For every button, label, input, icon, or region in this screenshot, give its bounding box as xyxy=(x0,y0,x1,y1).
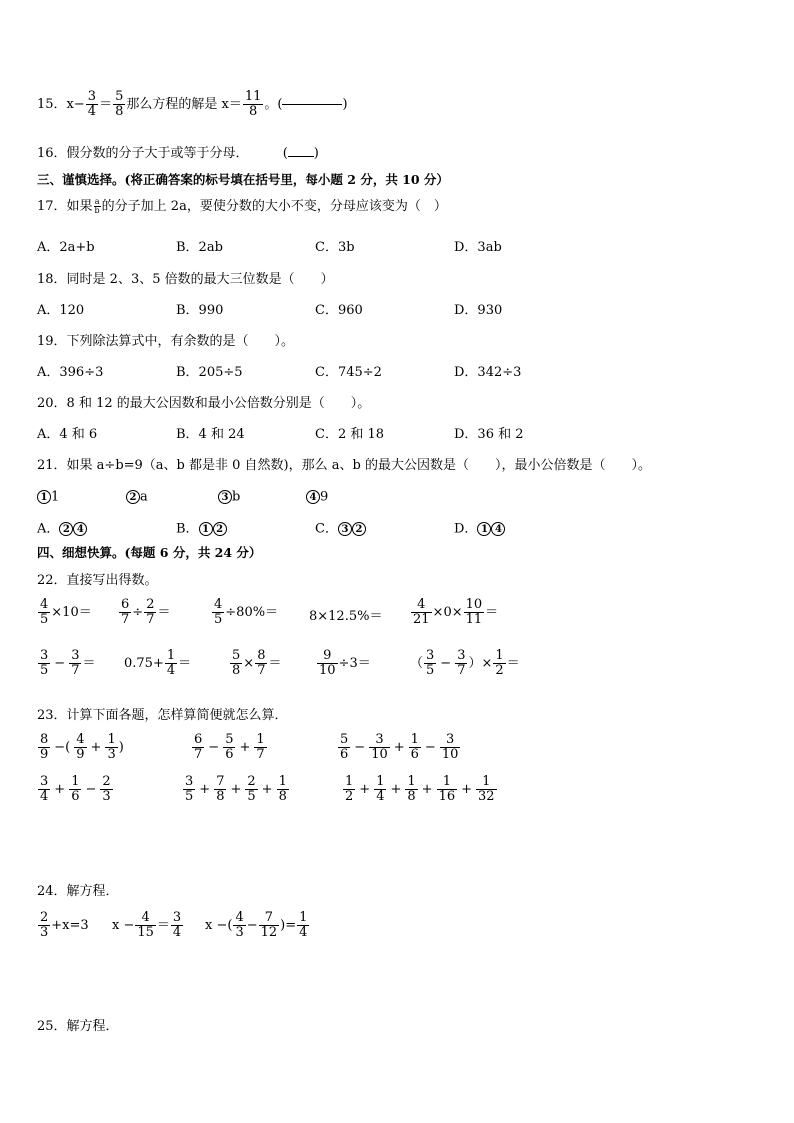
option-b[interactable]: B．4 和 24 xyxy=(176,427,245,442)
circled-number: 1 xyxy=(199,522,213,536)
question-17 xyxy=(37,198,447,215)
fraction: $\frac{4}{5}$ xyxy=(40,597,49,627)
operator: ÷ xyxy=(132,604,144,620)
fraction: 6 7 xyxy=(194,732,203,762)
equals: ＝ xyxy=(99,96,113,112)
fraction: $\frac{1}{8}$ xyxy=(278,774,287,804)
choice-item xyxy=(306,490,328,504)
fraction: $\frac{1}{6}$ xyxy=(71,774,80,804)
question-20: 20．8 和 12 的最大公因数和最小公倍数分别是（ ）。 xyxy=(37,396,371,411)
option-c[interactable] xyxy=(315,522,366,536)
q16-text: 16．假分数的分子大于或等于分母． xyxy=(37,146,249,161)
expr-22-4: 8×12.5%＝ xyxy=(309,609,383,624)
expr-23-2 xyxy=(191,733,268,761)
fraction: $\frac{1}{7}$ xyxy=(256,732,265,762)
question-24: 24．解方程． xyxy=(37,884,119,899)
operator: + xyxy=(261,781,273,797)
fraction: $\frac{5}{6}$ xyxy=(225,732,234,762)
operator: + xyxy=(421,781,433,797)
operator: ×0× xyxy=(432,604,463,620)
expr-text: ＝ xyxy=(178,655,192,671)
expr-23-3 xyxy=(337,733,461,761)
option-d[interactable]: D．342÷3 xyxy=(454,365,522,380)
question-15 xyxy=(37,90,348,118)
question-19: 19．下列除法算式中，有余数的是（ ）。 xyxy=(37,334,295,349)
fraction: 8 9 xyxy=(40,732,49,762)
equation-text: )= xyxy=(280,917,297,933)
expr-22-2: $\frac{6}{7}$ ÷ $\frac{2}{7}$ ＝ xyxy=(121,597,171,627)
operator: − xyxy=(208,739,220,755)
fraction: $\frac{1}{8}$ xyxy=(407,774,416,804)
expr-text: ＝ xyxy=(268,655,282,671)
question-22: 22．直接写出得数。 xyxy=(37,573,158,588)
q17-pre: 17．如果 xyxy=(37,199,93,214)
q15-end: 。( xyxy=(264,96,283,112)
expr-22-6: 3 5 − $\frac{3}{7}$ ＝ xyxy=(40,648,96,678)
answer-blank[interactable] xyxy=(288,156,314,157)
operator: + xyxy=(90,739,102,755)
operator: − xyxy=(54,655,66,671)
operator: + xyxy=(239,739,251,755)
operator: −( xyxy=(54,739,71,755)
expr-22-3: $\frac{4}{5}$ ÷80%＝ xyxy=(214,597,279,627)
choice-text: b xyxy=(232,489,241,505)
section-3-heading: 三、谨慎选择。(将正确答案的标号填在括号里，每小题 2 分，共 10 分） xyxy=(37,172,449,187)
expr-text: 0.75+ xyxy=(124,655,164,671)
answer-blank[interactable] xyxy=(282,104,342,105)
circled-number: 4 xyxy=(73,522,87,536)
expr-text: ＝ xyxy=(157,604,171,620)
option-a[interactable]: A．4 和 6 xyxy=(37,427,98,442)
option-d[interactable] xyxy=(454,522,505,536)
expr-22-9: $\frac{9}{10}$ ÷3＝ xyxy=(319,648,371,678)
fraction: $\frac{7}{8}$ xyxy=(216,774,225,804)
option-b[interactable] xyxy=(176,522,227,536)
option-a[interactable]: A．2a+b xyxy=(37,240,95,255)
expr-text: ）× xyxy=(468,655,493,671)
expr-23-5 xyxy=(182,775,290,803)
operator: × xyxy=(243,655,255,671)
circled-number: 1 xyxy=(477,522,491,536)
fraction: $\frac{1}{32}$ xyxy=(478,774,495,804)
operator: + xyxy=(359,781,371,797)
fraction: $\frac{1}{4}$ xyxy=(376,774,385,804)
fraction: 3 4 xyxy=(40,774,49,804)
option-d[interactable]: D．3ab xyxy=(454,240,502,255)
question-21: 21．如果 a÷b=9（a、b 都是非 0 自然数)，那么 a、b 的最大公因数是（ ），最小公倍数是（ ）。 xyxy=(37,458,651,473)
circled-number: 2 xyxy=(352,522,366,536)
paren-close: ) xyxy=(342,96,348,112)
equation-24-3: x −( 4 3 − $\frac{7}{12}$ )= $\frac{1}{4}$ xyxy=(205,910,308,940)
circled-number: 3 xyxy=(338,522,352,536)
operator: + xyxy=(54,781,66,797)
option-a[interactable]: A．120 xyxy=(37,303,85,318)
circled-number: 4 xyxy=(306,490,320,504)
fraction: 3 5 xyxy=(185,774,194,804)
circled-number: 1 xyxy=(37,490,51,504)
expr-22-7: 0.75+ $\frac{1}{4}$ ＝ xyxy=(124,648,192,678)
operator: + xyxy=(393,739,405,755)
fraction: $\frac{2}{3}$ xyxy=(102,774,111,804)
question-18: 18．同时是 2、3、5 倍数的最大三位数是（ ） xyxy=(37,272,334,287)
fraction: 5 6 xyxy=(340,732,349,762)
operator: + xyxy=(199,781,211,797)
q15-text: 那么方程的解是 x＝ xyxy=(126,96,242,112)
choice-text: 1 xyxy=(51,489,60,505)
fraction: 4 9 xyxy=(76,732,85,762)
option-c[interactable]: C．960 xyxy=(315,303,363,318)
operator: − xyxy=(246,917,258,933)
paren-close: ) xyxy=(313,146,319,161)
fraction: $\frac{2}{5}$ xyxy=(247,774,256,804)
expr-text: ＝ xyxy=(82,655,96,671)
expr-23-1: 8 9 −( 4 9 + $\frac{1}{3}$ ) xyxy=(40,732,124,762)
expr-22-5: $\frac{4}{21}$ ×0× $\frac{10}{11}$ ＝ xyxy=(413,597,499,627)
fraction: $\frac{1}{16}$ xyxy=(438,774,456,804)
expr-22-1 xyxy=(37,598,92,626)
equation-text: x − xyxy=(112,917,135,933)
fraction: $\frac{3}{10}$ xyxy=(441,732,459,762)
fraction: a b xyxy=(94,197,100,215)
circled-number: 2 xyxy=(126,490,140,504)
choice-text: a xyxy=(140,489,148,505)
option-d[interactable]: D．930 xyxy=(454,303,503,318)
option-b[interactable]: B．205÷5 xyxy=(176,365,243,380)
fraction: 1 2 xyxy=(345,774,354,804)
section-4-heading: 四、细想快算。(每题 6 分，共 24 分） xyxy=(37,545,262,560)
equation-24-2: x − $\frac{4}{15}$ ＝ 3 4 xyxy=(112,910,182,940)
fraction: $\frac{1}{6}$ xyxy=(410,732,419,762)
operator: + xyxy=(390,781,402,797)
option-a[interactable]: A．396÷3 xyxy=(37,365,104,380)
option-d[interactable]: D．36 和 2 xyxy=(454,427,524,442)
fraction: $\frac{3}{4}$ xyxy=(87,89,97,119)
option-label: A． xyxy=(37,521,60,537)
q17-post: 的分子加上 2a，要使分数的大小不变，分母应该变为（ ） xyxy=(101,199,447,214)
fraction: 5 8 xyxy=(115,89,124,119)
equation-24-1: 2 3 +x=3 xyxy=(40,910,89,940)
operator: − xyxy=(440,655,452,671)
expr-23-6 xyxy=(342,775,498,803)
expr-text: ＝ xyxy=(506,655,520,671)
expr-22-10: （ 3 5 − $\frac{3}{7}$ ）× $\frac{1}{2}$ ＝ xyxy=(410,648,520,678)
choice-item xyxy=(218,490,240,504)
choice-item xyxy=(126,490,148,504)
operator: − xyxy=(354,739,366,755)
fraction: $\frac{3}{10}$ xyxy=(371,732,388,762)
operator: − xyxy=(424,739,436,755)
option-b[interactable]: B．990 xyxy=(176,303,224,318)
operator: − xyxy=(85,781,97,797)
equation-text: x −( xyxy=(205,917,233,933)
option-c[interactable]: C．2 和 18 xyxy=(315,427,385,442)
option-c[interactable]: C．3b xyxy=(315,240,355,255)
expr-text: ＝ xyxy=(485,604,499,620)
circled-number: 2 xyxy=(213,522,227,536)
q15-prefix: 15．x− xyxy=(37,96,85,112)
fraction: 11 8 xyxy=(244,89,262,119)
operator: + xyxy=(461,781,473,797)
question-23: 23．计算下面各题，怎样算简便就怎么算． xyxy=(37,708,288,723)
fraction: $\frac{1}{3}$ xyxy=(107,732,116,762)
choice-text: 9 xyxy=(320,489,329,505)
circled-number: 4 xyxy=(491,522,505,536)
question-16 xyxy=(37,147,319,160)
option-a[interactable] xyxy=(37,522,87,536)
expr-22-8: $\frac{5}{8}$ × $\frac{8}{7}$ ＝ xyxy=(232,648,282,678)
expr-text: ÷80%＝ xyxy=(225,604,279,620)
circled-number: 3 xyxy=(218,490,232,504)
paren-open: ( xyxy=(282,146,288,161)
option-c[interactable]: C．745÷2 xyxy=(315,365,382,380)
paren-open: （ xyxy=(410,655,424,671)
option-label: D． xyxy=(454,521,478,537)
operator: + xyxy=(230,781,242,797)
option-b[interactable]: B．2ab xyxy=(176,240,223,255)
expr-text: ×10＝ xyxy=(51,604,92,620)
choice-item xyxy=(37,490,59,504)
expr-text: ÷3＝ xyxy=(338,655,371,671)
expr-23-4 xyxy=(37,775,114,803)
option-label: C． xyxy=(315,521,338,537)
equation-text: +x=3 xyxy=(51,917,89,933)
question-25: 25．解方程． xyxy=(37,1019,119,1034)
circled-number: 2 xyxy=(59,522,73,536)
option-label: B． xyxy=(176,521,199,537)
